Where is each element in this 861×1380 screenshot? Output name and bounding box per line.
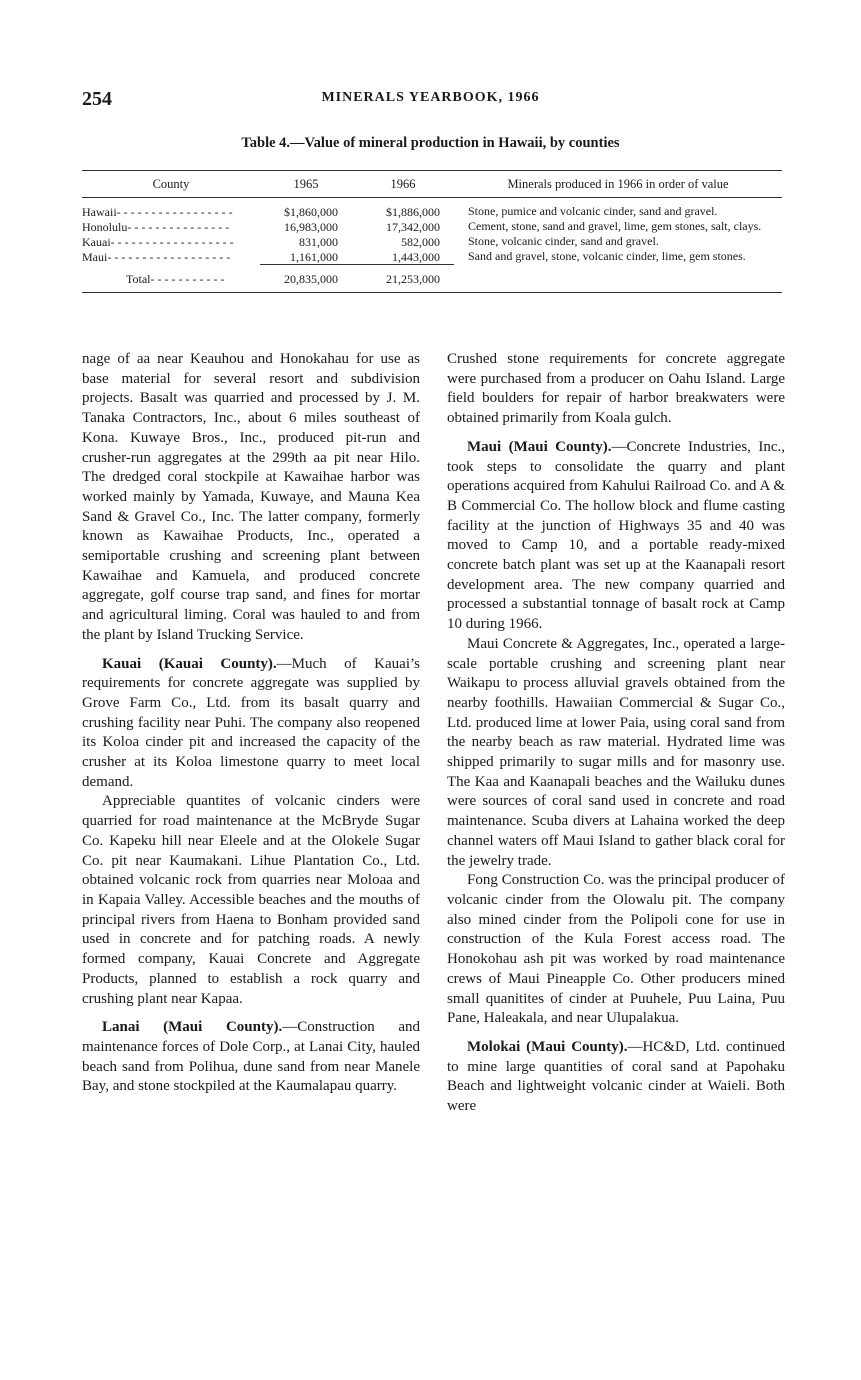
- section-heading: Lanai (Maui County).: [102, 1019, 283, 1036]
- county-cell: Honolulu- - - - - - - - - - - - - - -: [82, 220, 230, 234]
- table-header-row: [82, 171, 782, 198]
- table-row: [82, 198, 782, 220]
- section-heading: Kauai (Kauai County).: [102, 655, 277, 672]
- value-1966-cell: $1,886,000: [386, 205, 440, 219]
- paragraph: Maui Concrete & Aggregates, Inc., operated a large-scale portable crushing and screening plant near Waikapu to process alluvial gravels obtained from the nearby foothills. Hawaiian Commercial & Sugar Co., Ltd. produced lime at lower Paia, using coral sand from the nearby beach as raw material. Hydrated lime was shipped primarily to sugar mills and for masonry use. The Kaa and Kaanapali beaches and the Wailuku dunes were sources of coral sand used in concrete and road maintenance. Scuba divers at Lahaina worked the deep channel waters off Maui Island to gather black coral for the jewelry trade.: [447, 635, 785, 869]
- value-1966-cell: 1,443,000: [392, 250, 440, 264]
- section-text: —HC&D, Ltd. continued to mine large quantities of coral sand at Papohaku Beach and lightweight volcanic cinder at Waieli. Both were: [447, 1038, 785, 1115]
- table-row: [82, 234, 782, 249]
- minerals-cell: Sand and gravel, stone, volcanic cinder, lime, gem stones.: [468, 249, 746, 263]
- column-header-1966: 1966: [352, 171, 454, 198]
- maui-section: [447, 438, 785, 635]
- table-row: [82, 219, 782, 234]
- column-header-1965: 1965: [260, 171, 352, 198]
- value-1966-cell: 582,000: [401, 235, 440, 249]
- total-1966-cell: 21,253,000: [352, 265, 454, 293]
- minerals-cell: Stone, pumice and volcanic cinder, sand and gravel.: [468, 204, 718, 218]
- section-text: —Much of Kauai’s requirements for concrete aggregate was supplied by Grove Farm Co., Ltd. from its basalt quarry and crushing facility near Puhi. The company also reopened its Koloa cinder pit and increased the capacity of the crusher at its Koloa limestone quarry to meet local demand.: [82, 655, 421, 790]
- left-column: [82, 350, 420, 1097]
- paragraph: Appreciable quantites of volcanic cinders were quarried for road maintenance at the McBryde Sugar Co. Kapeku hill near Eleele and at the Olokele Sugar Co. pit near Kaumakani. Lihue Plantation Co., Ltd. obtained volcanic rock from quarries near Moloaa and in Kapaia Valley. Accessible beaches and the mouths of principal rivers from Haena to Bonham provided sand used in concrete and for patching roads. A newly formed company, Kauai Concrete and Aggregate Products, planned to establish a rock quarry and crushing plant near Kapaa.: [82, 793, 420, 1007]
- page-number: 254: [82, 88, 112, 110]
- total-1965-cell: 20,835,000: [260, 265, 352, 293]
- county-cell: Maui- - - - - - - - - - - - - - - - - -: [82, 250, 231, 264]
- section-heading: Maui (Maui County).: [467, 438, 612, 455]
- total-label-cell: Total- - - - - - - - - - -: [126, 271, 225, 286]
- molokai-section: [447, 1038, 785, 1117]
- kauai-section: [82, 655, 420, 793]
- value-1965-cell: 16,983,000: [284, 220, 338, 234]
- paragraph: Crushed stone requirements for concrete aggregate were purchased from a producer on Oahu Island. Large field boulders for repair of harbor breakwaters were obtained primarily from Koala gulch.: [447, 351, 785, 427]
- value-1966-cell: 17,342,000: [386, 220, 440, 234]
- column-header-minerals: Minerals produced in 1966 in order of value: [454, 171, 782, 198]
- minerals-cell: Stone, volcanic cinder, sand and gravel.: [468, 234, 659, 248]
- county-cell: Kauai- - - - - - - - - - - - - - - - - -: [82, 235, 234, 249]
- running-head: MINERALS YEARBOOK, 1966: [321, 90, 540, 105]
- section-text: —Construction and maintenance forces of Dole Corp., at Lanai City, hauled beach sand from Polihua, dune sand from near Manele Bay, and stone stockpiled at the Kaumalapau quarry.: [82, 1019, 421, 1095]
- table-total-row: [82, 265, 782, 293]
- value-1965-cell: $1,860,000: [284, 205, 338, 219]
- minerals-cell: Cement, stone, sand and gravel, lime, gem stones, salt, clays.: [468, 219, 762, 233]
- value-1965-cell: 831,000: [299, 235, 338, 249]
- lanai-section: [82, 1018, 420, 1097]
- paragraph: nage of aa near Keauhou and Honokahau for use as base material for several resort and subdivision projects. Basalt was quarried and processed by J. M. Tanaka Contractors, Inc., about 6 miles southeast of Kona. Kuwaye Bros., Inc., produced pit-run and crusher-run aggregates at the 299th aa pit near Hilo. The dredged coral stockpile at Kawaihae harbor was worked mainly by Yamada, Kuwaye, and Mauna Kea Sand & Gravel Co., Inc. The latter company, formerly known as Kawaihae Products, Inc., operated a semiportable crushing and screening plant between Kawaihae and Kamuela, and produced concrete aggregate, golf course trap sand, and fines for mortar and agricultural liming. Coral was hauled to and from the plant by Island Trucking Service.: [82, 351, 420, 643]
- county-cell: Hawaii- - - - - - - - - - - - - - - - -: [82, 205, 233, 219]
- section-text: —Concrete Industries, Inc., took steps to consolidate the quarry and plant operations acquired from Kahului Railroad Co. and A & B Commercial Co. The hollow block and flume casting facility at the junction of Highways 35 and 40 was moved to Camp 10, and a portable ready-mixed concrete batch plant was set up at the Kaanapali resort development area. The new company quarried and processed a substantial tonnage of basalt rock at Camp 10 during 1966.: [447, 438, 786, 633]
- right-column: [447, 350, 785, 1117]
- value-1965-cell: 1,161,000: [290, 250, 338, 264]
- table-title: Table 4.—Value of mineral production in Hawaii, by counties: [241, 135, 620, 151]
- paragraph: Fong Construction Co. was the principal producer of volcanic cinder from the Olowalu pit. The company also mined cinder from the Polipoli cone for use in construction of the Kula Forest access road. The Honokohau ash pit was worked by road maintenance crews of Maui Pineapple Co. Other producers mined small quanitites of cinder at Puuhele, Puu Laina, Puu Pane, Haleakala, and near Ulupalakua.: [447, 872, 785, 1027]
- production-table: [82, 170, 782, 293]
- section-heading: Molokai (Maui County).: [467, 1038, 628, 1055]
- table-row: [82, 249, 782, 265]
- column-header-county: County: [82, 171, 260, 198]
